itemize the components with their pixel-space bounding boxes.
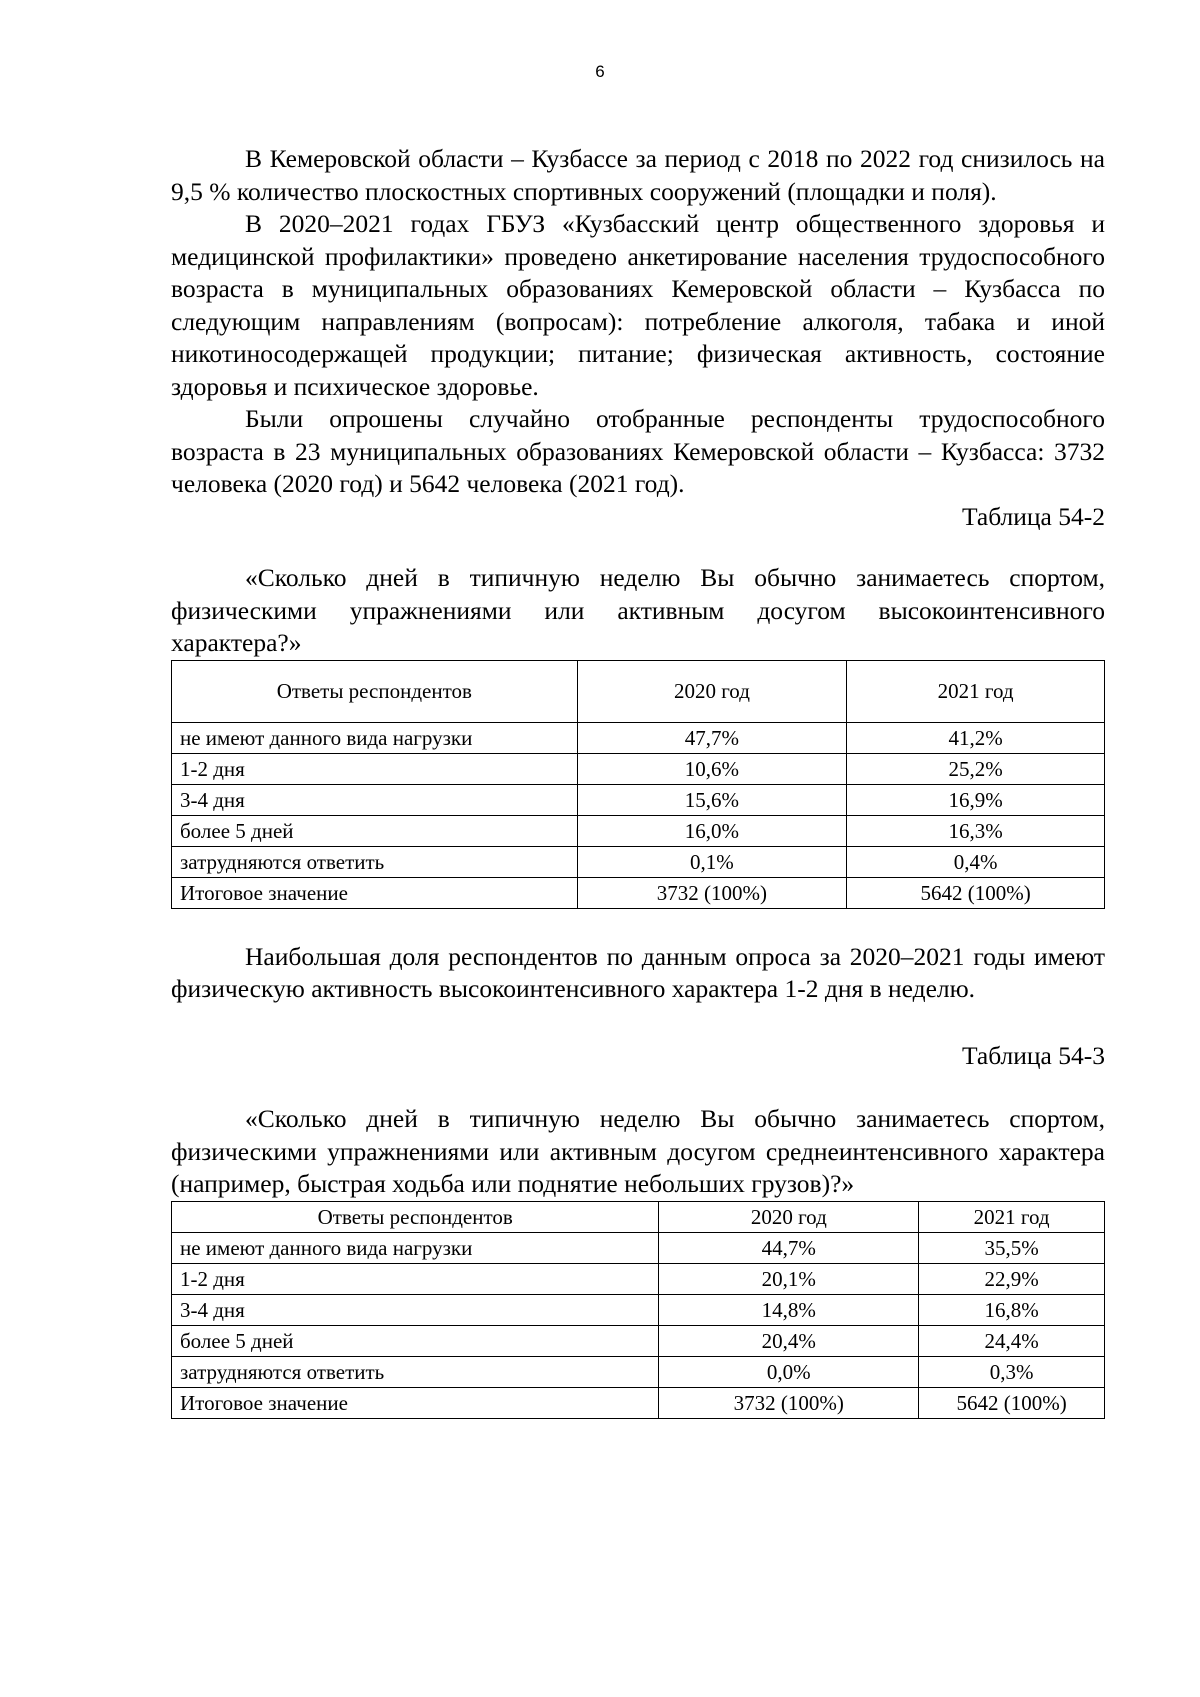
column-header-2021: 2021 год — [847, 660, 1105, 722]
row-label: 3-4 дня — [172, 1294, 659, 1325]
row-label: не имеют данного вида нагрузки — [172, 1232, 659, 1263]
table-caption-54-3: «Сколько дней в типичную неделю Вы обычно занимаетесь спортом, физическими упражнениями или активным досугом среднеинтенсивного характера (например, быстрая ходьба или поднятие небольших грузов)?» — [171, 1104, 1105, 1198]
value-2020: 44,7% — [659, 1232, 919, 1263]
table-caption-54-2: «Сколько дней в типичную неделю Вы обычно занимаетесь спортом, физическими упражнениями или активным досугом высокоинтенсивного характера?» — [171, 563, 1105, 657]
column-header-answers: Ответы респондентов — [172, 1201, 659, 1232]
table-row-total — [172, 1387, 1105, 1418]
row-label: затрудняются ответить — [172, 846, 578, 877]
value-2021: 16,8% — [919, 1294, 1105, 1325]
paragraph-respondents: Были опрошены случайно отобранные респонденты трудоспособного возраста в 23 муниципальных образованиях Кемеровской области – Кузбасса: 3732 человека (2020 год) и 5642 человека (2021 год). — [171, 404, 1105, 498]
row-label: затрудняются ответить — [172, 1356, 659, 1387]
row-label: 1-2 дня — [172, 1263, 659, 1294]
value-2020: 0,0% — [659, 1356, 919, 1387]
value-2020: 3732 (100%) — [577, 877, 847, 908]
table-row — [172, 1294, 1105, 1325]
value-2020: 47,7% — [577, 722, 847, 753]
table-row — [172, 815, 1105, 846]
table-row — [172, 1263, 1105, 1294]
row-label: 3-4 дня — [172, 784, 578, 815]
column-header-2020: 2020 год — [659, 1201, 919, 1232]
table-high-intensity-activity — [171, 660, 1105, 909]
value-2020: 14,8% — [659, 1294, 919, 1325]
column-header-2021: 2021 год — [919, 1201, 1105, 1232]
table-row — [172, 722, 1105, 753]
value-2021: 0,4% — [847, 846, 1105, 877]
value-2021: 16,9% — [847, 784, 1105, 815]
row-label: более 5 дней — [172, 815, 578, 846]
value-2021: 0,3% — [919, 1356, 1105, 1387]
table-row — [172, 784, 1105, 815]
value-2021: 35,5% — [919, 1232, 1105, 1263]
paragraph-survey-description: В 2020–2021 годах ГБУЗ «Кузбасский центр общественного здоровья и медицинской профилактики» проведено анкетирование населения трудоспособного возраста в муниципальных образованиях Кемеровской области – Кузбасса по следующим направлениям (вопросам): потребление алкоголя, табака и иной никотиносодержащей продукции; питание; физическая активность, состояние здоровья и психическое здоровье. — [171, 209, 1105, 401]
row-label: 1-2 дня — [172, 753, 578, 784]
page-number: 6 — [595, 62, 605, 81]
page-content — [171, 143, 1105, 1419]
value-2020: 15,6% — [577, 784, 847, 815]
table-row — [172, 753, 1105, 784]
paragraph-conclusion: Наибольшая доля респондентов по данным опроса за 2020–2021 годы имеют физическую активность высокоинтенсивного характера 1-2 дня в неделю. — [171, 941, 1105, 1003]
column-header-2020: 2020 год — [577, 660, 847, 722]
spacer — [171, 909, 1105, 941]
table-row — [172, 846, 1105, 877]
value-2021: 16,3% — [847, 815, 1105, 846]
table-label-54-2: Таблица 54-2 — [961, 501, 1105, 531]
value-2020: 0,1% — [577, 846, 847, 877]
value-2021: 41,2% — [847, 722, 1105, 753]
table-row — [172, 1232, 1105, 1263]
column-header-answers: Ответы респондентов — [172, 660, 578, 722]
value-2020: 3732 (100%) — [659, 1387, 919, 1418]
value-2021: 5642 (100%) — [919, 1387, 1105, 1418]
value-2020: 20,4% — [659, 1325, 919, 1356]
table-row — [172, 1325, 1105, 1356]
spacer — [171, 1072, 1105, 1103]
spacer — [171, 1006, 1105, 1040]
table-medium-intensity-activity — [171, 1201, 1105, 1419]
value-2020: 20,1% — [659, 1263, 919, 1294]
paragraph-sports-facilities: В Кемеровской области – Кузбассе за период с 2018 по 2022 год снизилось на 9,5 % количество плоскостных спортивных сооружений (площадки и поля). — [171, 144, 1105, 206]
value-2021: 24,4% — [919, 1325, 1105, 1356]
value-2021: 25,2% — [847, 753, 1105, 784]
row-label: не имеют данного вида нагрузки — [172, 722, 578, 753]
row-label: Итоговое значение — [172, 877, 578, 908]
row-label: Итоговое значение — [172, 1387, 659, 1418]
value-2020: 10,6% — [577, 753, 847, 784]
table-header-row — [172, 660, 1105, 722]
spacer — [171, 533, 1105, 562]
value-2021: 22,9% — [919, 1263, 1105, 1294]
value-2020: 16,0% — [577, 815, 847, 846]
table-row — [172, 1356, 1105, 1387]
table-header-row — [172, 1201, 1105, 1232]
table-row-total — [172, 877, 1105, 908]
value-2021: 5642 (100%) — [847, 877, 1105, 908]
table-label-54-3: Таблица 54-3 — [961, 1040, 1105, 1070]
row-label: более 5 дней — [172, 1325, 659, 1356]
